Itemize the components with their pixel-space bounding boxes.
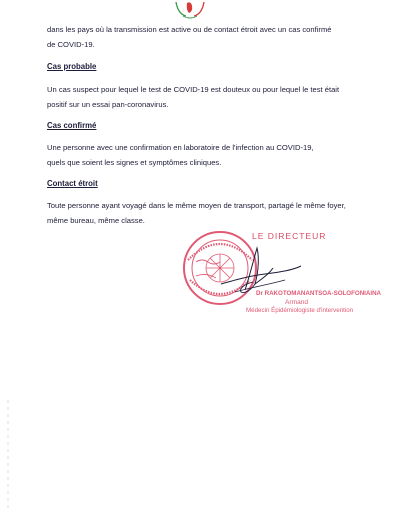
cas-probable-line-2: positif sur un essai pan-coronavirus. [47, 100, 169, 109]
ministry-logo-fragment [172, 0, 208, 20]
scan-margin-artifact [6, 400, 10, 510]
heading-cas-probable: Cas probable [47, 62, 97, 71]
paragraph-cas-confirme [47, 140, 357, 170]
contact-etroit-line-1: Toute personne ayant voyagé dans le même moyen de transport, partagé le même foyer, [47, 201, 346, 210]
signatory-name: Dr RAKOTOMANANTSOA-SOLOFONIAINA [256, 290, 382, 297]
contact-etroit-line-2: même bureau, même classe. [47, 216, 145, 225]
heading-cas-confirme: Cas confirmé [47, 121, 97, 130]
signatory-role: Médecin Épidémiologiste d'intervention [246, 307, 354, 314]
signatory-first-name: Armand [285, 299, 309, 306]
cas-confirme-line-1: Une personne avec une confirmation en laboratoire de l'infection au COVID-19, [47, 143, 314, 152]
intro-line-2: de COVID-19. [47, 40, 95, 49]
cas-probable-line-1: Un cas suspect pour lequel le test de COVID-19 est douteux ou pour lequel le test était [47, 85, 340, 94]
cas-confirme-line-2: quels que soient les signes et symptômes cliniques. [47, 158, 222, 167]
heading-contact-etroit: Contact étroit [47, 179, 98, 188]
paragraph-cas-probable [47, 82, 357, 112]
stamp-title: LE DIRECTEUR [252, 231, 327, 241]
intro-paragraph [47, 22, 357, 52]
intro-line-1: dans les pays où la transmission est active ou de contact étroit avec un cas confirmé [47, 25, 332, 34]
